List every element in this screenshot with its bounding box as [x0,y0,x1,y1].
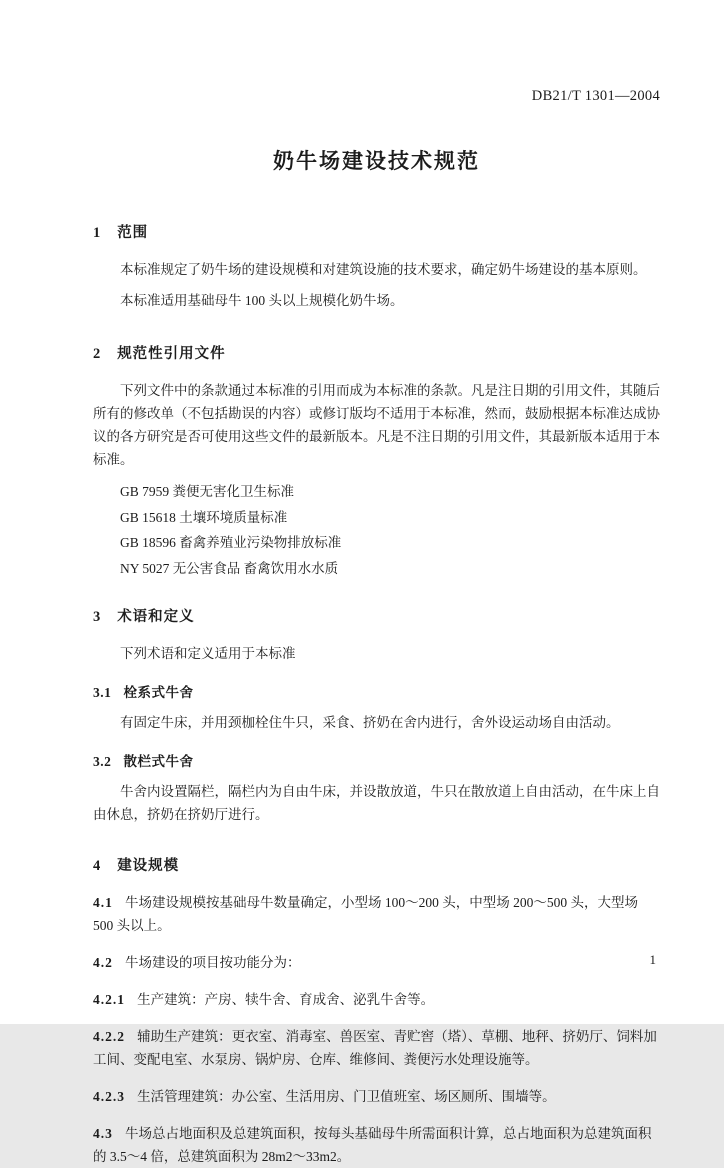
reference-item: GB 18596 畜禽养殖业污染物排放标准 [120,535,342,550]
clause-4-2-1 [93,988,660,1011]
section-1-paragraph: 本标准适用基础母牛 100 头以上规模化奶牛场。 [120,293,404,308]
clause-3-1-text: 有固定牛床，并用颈枷栓住牛只，采食、挤奶在舍内进行，舍外设运动场自由活动。 [120,715,620,730]
section-1-heading [93,221,660,242]
clause-4-3-number: 4.3 [93,1126,113,1141]
doc-code: DB21/T 1301—2004 [531,88,660,104]
clause-4-1-text: 牛场建设规模按基础母牛数量确定，小型场 100～200 头，中型场 200～500 头，大型场 500 头以上。 [93,895,639,933]
clause-3-2-heading [93,750,660,770]
clause-3-1-number: 3.1 [93,685,112,700]
clause-4-1-number: 4.1 [93,895,113,910]
clause-3-2-text: 牛舍内设置隔栏，隔栏内为自由牛床，并设散放道，牛只在散放道上自由活动，在牛床上自由休息，挤奶在挤奶厅进行。 [93,784,660,822]
clause-4-2-2-text: 辅助生产建筑：更衣室、消毒室、兽医室、青贮窖（塔）、草棚、地秤、挤奶厅、饲料加工间、变配电室、水泵房、锅炉房、仓库、维修间、粪便污水处理设施等。 [93,1029,657,1067]
section-4-heading [93,854,660,875]
section-3-intro: 下列术语和定义适用于本标准 [120,646,296,661]
section-2-label: 规范性引用文件 [117,346,226,362]
reference-item: GB 7959 粪便无害化卫生标准 [120,484,295,499]
clause-4-2-3 [93,1085,660,1108]
clause-3-2-label: 散栏式牛舍 [123,754,194,769]
clause-4-2-3-text: 生活管理建筑：办公室、生活用房、门卫值班室、场区厕所、围墙等。 [137,1089,556,1104]
clause-4-1 [93,891,660,937]
section-4-number: 4 [93,858,102,874]
section-1-number: 1 [93,225,102,241]
reference-item: NY 5027 无公害食品 畜禽饮用水水质 [120,560,339,576]
clause-4-2 [93,951,660,974]
section-3-number: 3 [93,609,102,625]
clause-4-2-2 [93,1025,660,1071]
clause-4-2-1-text: 生产建筑：产房、犊牛舍、育成舍、泌乳牛舍等。 [137,992,435,1007]
clause-3-1-label: 栓系式牛舍 [123,685,194,700]
section-3-label: 术语和定义 [117,609,195,625]
clause-4-2-text: 牛场建设的项目按功能分为： [125,955,301,970]
page-title: 奶牛场建设技术规范 [273,149,480,173]
section-1-paragraph: 本标准规定了奶牛场的建设规模和对建筑设施的技术要求，确定奶牛场建设的基本原则。 [120,262,647,277]
clause-3-2-number: 3.2 [93,754,112,769]
clause-4-3 [93,1122,660,1168]
section-1-label: 范围 [117,225,149,241]
section-2-heading [93,342,660,363]
reference-list [93,479,660,581]
page-number: 1 [649,952,656,967]
clause-4-2-3-number: 4.2.3 [93,1089,125,1104]
section-4-label: 建设规模 [117,858,180,874]
section-2-paragraph: 下列文件中的条款通过本标准的引用而成为本标准的条款。凡是注日期的引用文件，其随后所有的修改单（不包括勘误的内容）或修订版均不适用于本标准，然而，鼓励根据本标准达成协议的各方研究是否可使用这些文件的最新版本。凡是不注日期的引用文件，其最新版本适用于本标准。 [93,383,660,467]
reference-item: GB 15618 土壤环境质量标准 [120,509,288,525]
clause-4-3-text: 牛场总占地面积及总建筑面积，按每头基础母牛所需面积计算，总占地面积为总建筑面积的 3.5～4 倍，总建筑面积为 28m2～33m2。 [93,1126,652,1164]
section-2-number: 2 [93,346,102,362]
clause-4-2-1-number: 4.2.1 [93,992,125,1007]
section-3-heading [93,605,660,626]
clause-4-2-number: 4.2 [93,955,113,970]
clause-4-2-2-number: 4.2.2 [93,1029,125,1044]
clause-3-1-heading [93,681,660,701]
